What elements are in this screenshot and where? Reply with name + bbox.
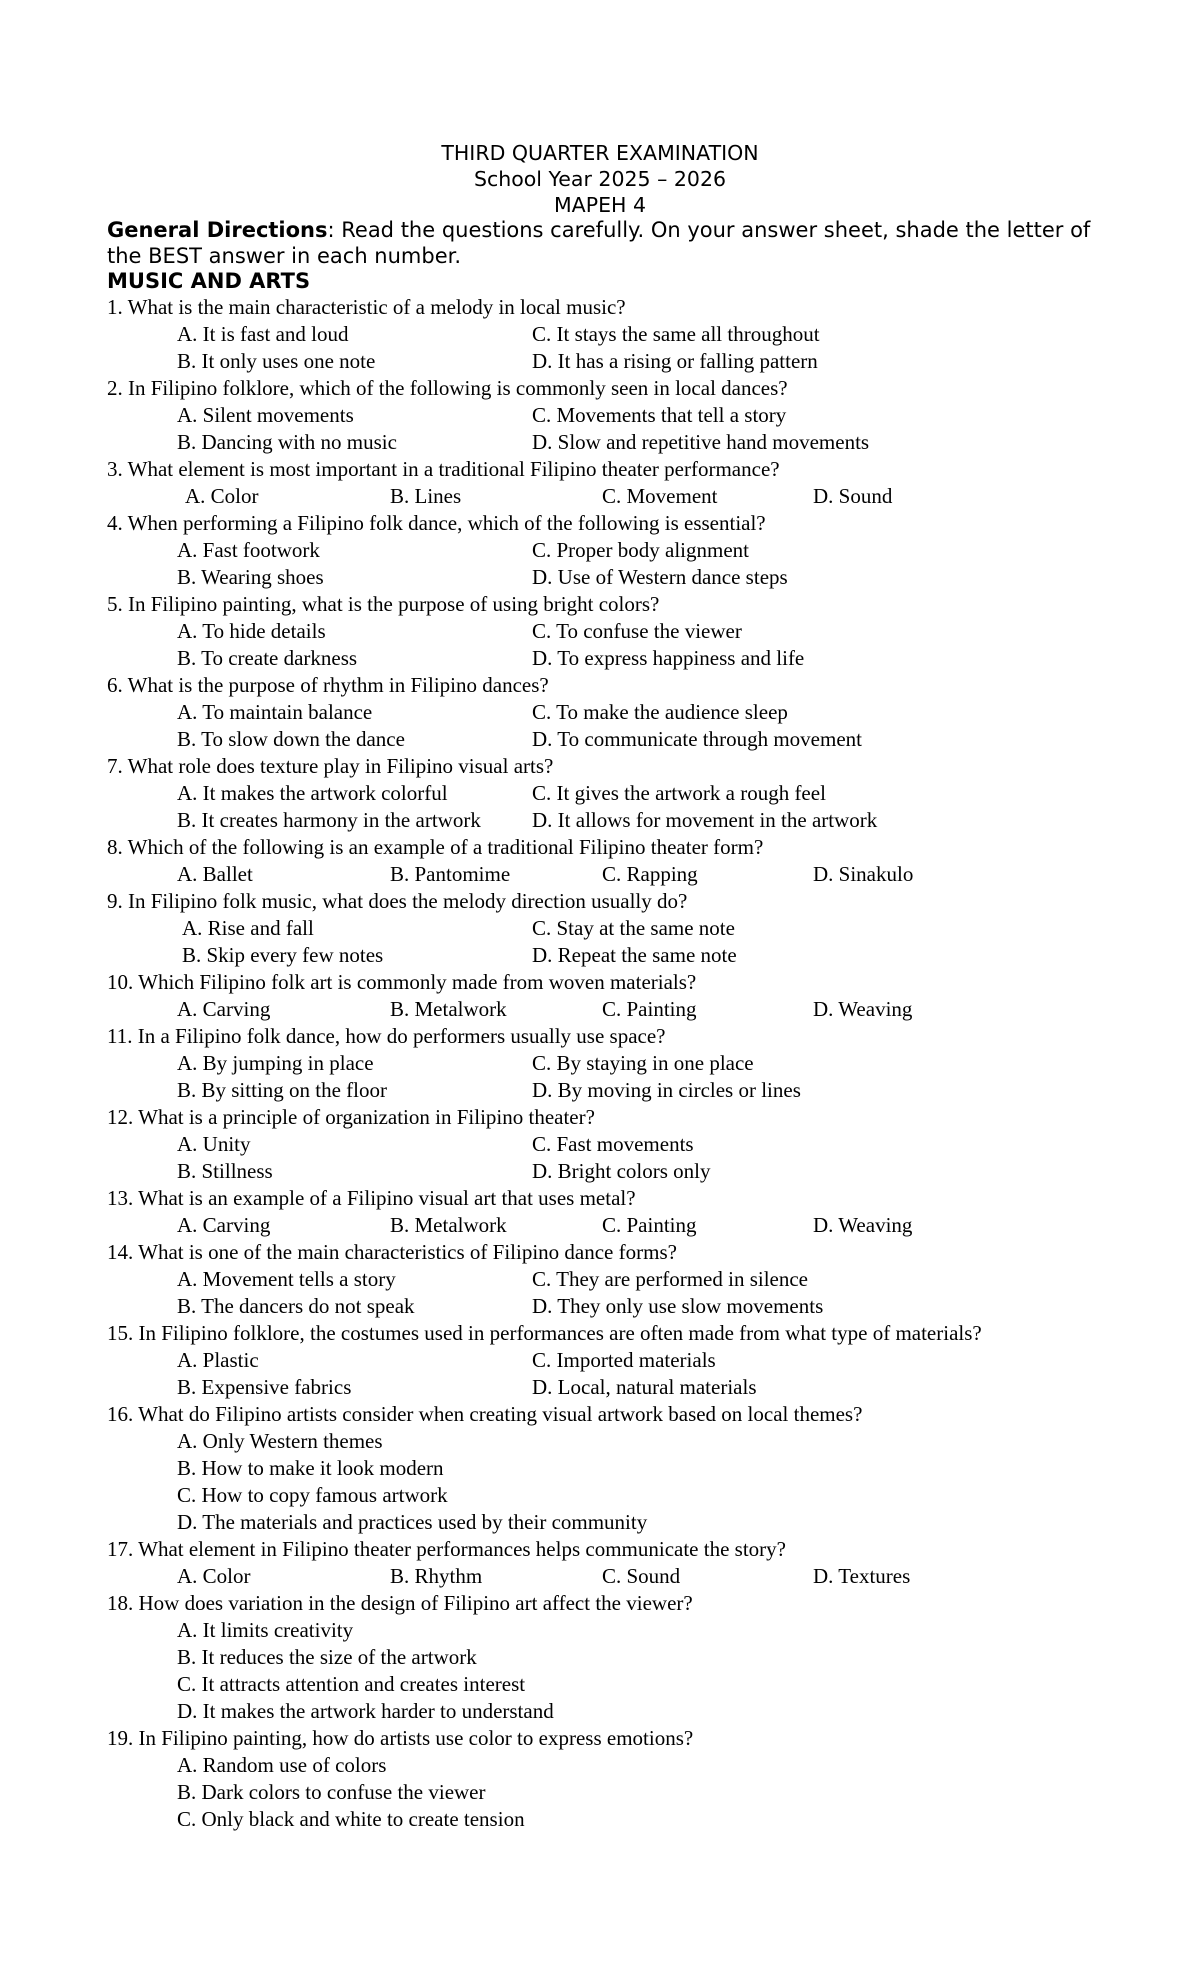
section-title: MUSIC AND ARTS (107, 269, 311, 293)
option[interactable]: D. To express happiness and life (532, 646, 805, 670)
option[interactable]: A. By jumping in place (177, 1051, 374, 1075)
option[interactable]: B. Lines (390, 484, 462, 508)
question-10: 10. Which Filipino folk art is commonly made from woven materials? (107, 970, 697, 994)
question-11: 11. In a Filipino folk dance, how do performers usually use space? (107, 1024, 666, 1048)
option[interactable]: A. Rise and fall (182, 916, 314, 940)
option[interactable]: C. By staying in one place (532, 1051, 754, 1075)
option[interactable]: B. It reduces the size of the artwork (177, 1645, 477, 1669)
option[interactable]: B. Skip every few notes (182, 943, 384, 967)
option[interactable]: D. Repeat the same note (532, 943, 737, 967)
question-12: 12. What is a principle of organization in Filipino theater? (107, 1105, 595, 1129)
option[interactable]: A. To hide details (177, 619, 326, 643)
directions-label: General Directions (107, 218, 328, 242)
option[interactable]: B. The dancers do not speak (177, 1294, 415, 1318)
question-14: 14. What is one of the main characteristics of Filipino dance forms? (107, 1240, 677, 1264)
option[interactable]: C. It stays the same all throughout (532, 322, 820, 346)
option[interactable]: B. Rhythm (390, 1564, 483, 1588)
question-13: 13. What is an example of a Filipino visual art that uses metal? (107, 1186, 636, 1210)
option[interactable]: A. Carving (177, 997, 271, 1021)
option[interactable]: C. Movement (602, 484, 718, 508)
option[interactable]: D. Textures (813, 1564, 911, 1588)
option[interactable]: B. To slow down the dance (177, 727, 405, 751)
question-4: 4. When performing a Filipino folk dance, which of the following is essential? (107, 511, 766, 535)
option[interactable]: D. Local, natural materials (532, 1375, 757, 1399)
option[interactable]: C. Painting (602, 997, 697, 1021)
option[interactable]: D. To communicate through movement (532, 727, 862, 751)
option[interactable]: B. Stillness (177, 1159, 273, 1183)
directions-text: : Read the questions carefully. On your answer sheet, shade the letter of the BEST answer in each number. (107, 218, 1091, 268)
option[interactable]: A. Color (185, 484, 259, 508)
option[interactable]: B. By sitting on the floor (177, 1078, 387, 1102)
option[interactable]: A. Carving (177, 1213, 271, 1237)
option[interactable]: D. Bright colors only (532, 1159, 711, 1183)
option[interactable]: B. To create darkness (177, 646, 358, 670)
question-3: 3. What element is most important in a traditional Filipino theater performance? (107, 457, 780, 481)
option[interactable]: D. Weaving (813, 997, 913, 1021)
option[interactable]: A. Movement tells a story (177, 1267, 396, 1291)
option[interactable]: A. Random use of colors (177, 1753, 387, 1777)
option[interactable]: C. Rapping (602, 862, 698, 886)
option[interactable]: D. It has a rising or falling pattern (532, 349, 818, 373)
option[interactable]: D. They only use slow movements (532, 1294, 824, 1318)
question-16: 16. What do Filipino artists consider when creating visual artwork based on local themes? (107, 1402, 863, 1426)
question-7: 7. What role does texture play in Filipino visual arts? (107, 754, 554, 778)
question-15: 15. In Filipino folklore, the costumes used in performances are often made from what type of materials? (107, 1321, 982, 1345)
option[interactable]: C. To confuse the viewer (532, 619, 742, 643)
option[interactable]: C. How to copy famous artwork (177, 1483, 448, 1507)
question-9: 9. In Filipino folk music, what does the melody direction usually do? (107, 889, 688, 913)
subject-grade: MAPEH 4 (554, 193, 646, 217)
option[interactable]: D. Sound (813, 484, 893, 508)
general-directions (107, 217, 1107, 269)
option[interactable]: D. The materials and practices used by their community (177, 1510, 648, 1534)
question-8: 8. Which of the following is an example of a traditional Filipino theater form? (107, 835, 764, 859)
option[interactable]: B. Wearing shoes (177, 565, 324, 589)
option[interactable]: C. Fast movements (532, 1132, 694, 1156)
question-6: 6. What is the purpose of rhythm in Filipino dances? (107, 673, 549, 697)
option[interactable]: A. Ballet (177, 862, 253, 886)
option[interactable]: D. Weaving (813, 1213, 913, 1237)
option[interactable]: A. Fast footwork (177, 538, 320, 562)
question-5: 5. In Filipino painting, what is the purpose of using bright colors? (107, 592, 660, 616)
question-1: 1. What is the main characteristic of a melody in local music? (107, 295, 626, 319)
option[interactable]: C. Painting (602, 1213, 697, 1237)
option[interactable]: D. It makes the artwork harder to understand (177, 1699, 554, 1723)
question-2: 2. In Filipino folklore, which of the following is commonly seen in local dances? (107, 376, 788, 400)
option[interactable]: A. Color (177, 1564, 251, 1588)
option[interactable]: C. It attracts attention and creates interest (177, 1672, 526, 1696)
option[interactable]: A. It limits creativity (177, 1618, 354, 1642)
option[interactable]: B. Pantomime (390, 862, 511, 886)
option[interactable]: B. Metalwork (390, 997, 507, 1021)
option[interactable]: C. Movements that tell a story (532, 403, 787, 427)
option[interactable]: A. Silent movements (177, 403, 354, 427)
option[interactable]: C. Sound (602, 1564, 681, 1588)
question-17: 17. What element in Filipino theater performances helps communicate the story? (107, 1537, 786, 1561)
option[interactable]: D. Use of Western dance steps (532, 565, 788, 589)
exam-title: THIRD QUARTER EXAMINATION (441, 141, 759, 165)
option[interactable]: B. Dark colors to confuse the viewer (177, 1780, 486, 1804)
option[interactable]: D. Slow and repetitive hand movements (532, 430, 870, 454)
option[interactable]: A. Plastic (177, 1348, 259, 1372)
option[interactable]: C. Proper body alignment (532, 538, 749, 562)
option[interactable]: B. It only uses one note (177, 349, 376, 373)
option[interactable]: D. It allows for movement in the artwork (532, 808, 878, 832)
option[interactable]: B. Expensive fabrics (177, 1375, 352, 1399)
option[interactable]: A. Unity (177, 1132, 251, 1156)
option[interactable]: C. Stay at the same note (532, 916, 735, 940)
option[interactable]: C. They are performed in silence (532, 1267, 809, 1291)
option[interactable]: C. It gives the artwork a rough feel (532, 781, 826, 805)
option[interactable]: B. How to make it look modern (177, 1456, 444, 1480)
option[interactable]: A. It makes the artwork colorful (177, 781, 448, 805)
question-19: 19. In Filipino painting, how do artists use color to express emotions? (107, 1726, 694, 1750)
option[interactable]: D. Sinakulo (813, 862, 914, 886)
option[interactable]: C. To make the audience sleep (532, 700, 788, 724)
question-18: 18. How does variation in the design of Filipino art affect the viewer? (107, 1591, 693, 1615)
option[interactable]: A. To maintain balance (177, 700, 373, 724)
option[interactable]: D. By moving in circles or lines (532, 1078, 801, 1102)
option[interactable]: A. It is fast and loud (177, 322, 349, 346)
school-year: School Year 2025 – 2026 (473, 167, 727, 191)
option[interactable]: B. It creates harmony in the artwork (177, 808, 481, 832)
option[interactable]: C. Imported materials (532, 1348, 716, 1372)
option[interactable]: C. Only black and white to create tension (177, 1807, 525, 1831)
option[interactable]: B. Dancing with no music (177, 430, 397, 454)
option[interactable]: A. Only Western themes (177, 1429, 383, 1453)
option[interactable]: B. Metalwork (390, 1213, 507, 1237)
